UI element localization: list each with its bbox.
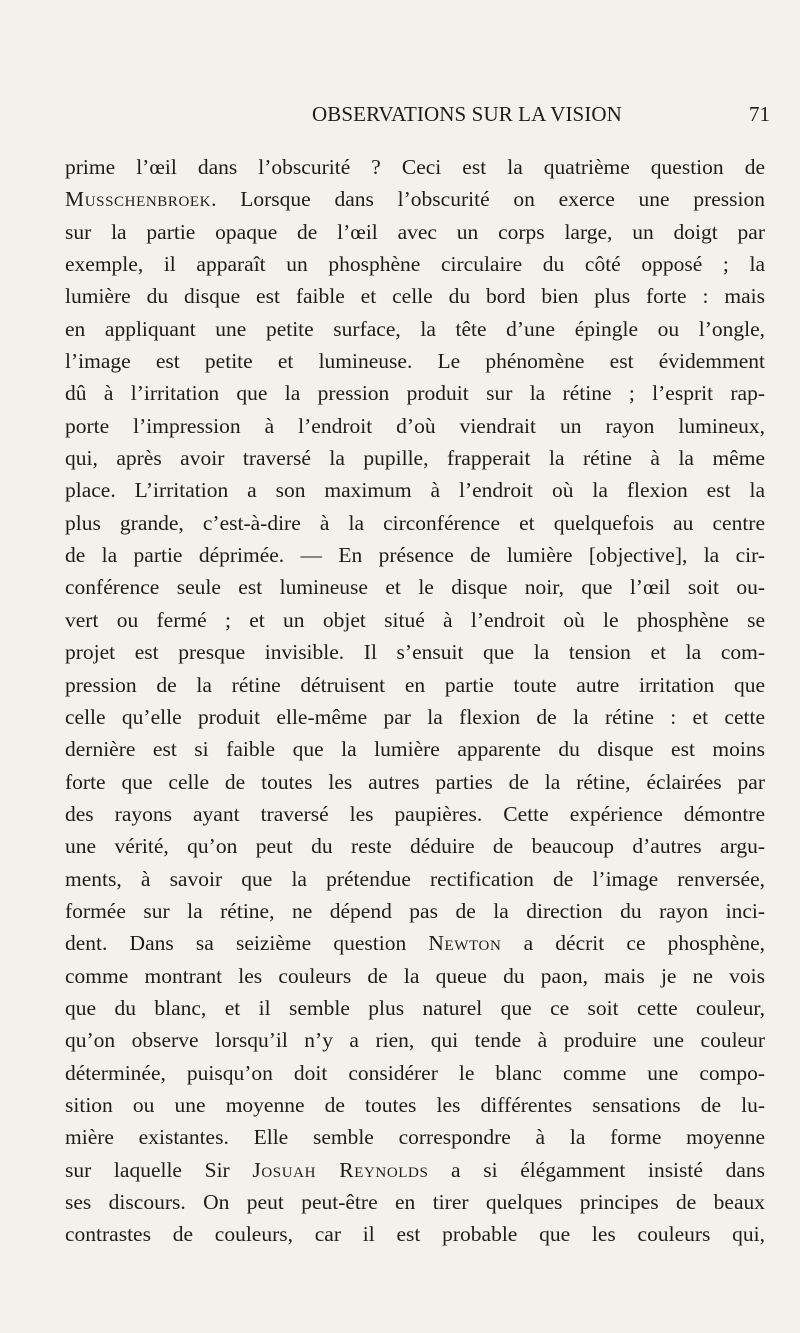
text-line: qui, après avoir traversé la pupille, frapperait la rétine à la même — [65, 446, 765, 471]
header-title: OBSERVATIONS SUR LA VISION — [312, 102, 622, 126]
text-line: pression de la rétine détruisent en partie toute autre irritation que — [65, 672, 765, 697]
text-line: porte l’impression à l’endroit d’où viendrait un rayon lumineux, — [65, 413, 765, 438]
text-line: qu’on observe lorsqu’il n’y a rien, qui tende à produire une couleur — [65, 1028, 765, 1053]
text-line: que du blanc, et il semble plus naturel que ce soit cette couleur, — [65, 995, 765, 1020]
body-text — [65, 151, 765, 1251]
text-line: place. L’irritation a son maximum à l’endroit où la flexion est la — [65, 478, 765, 503]
text-line: déterminée, puisqu’on doit considérer le blanc comme une compo- — [65, 1060, 765, 1085]
proper-name: Musschenbroek — [65, 187, 212, 212]
text-line: comme montrant les couleurs de la queue du paon, mais je ne vois — [65, 963, 765, 988]
text-line: en appliquant une petite surface, la tête d’une épingle ou l’ongle, — [65, 316, 765, 341]
text-line: ses discours. On peut peut-être en tirer quelques principes de beaux — [65, 1190, 765, 1214]
text-line: dent. Dans sa seizième question Newton a décrit ce phosphène, — [65, 931, 765, 956]
text-line: contrastes de couleurs, car il est probable que les couleurs qui, — [65, 1222, 765, 1247]
text-line: sur laquelle Sir Josuah Reynolds a si élégamment insisté dans — [65, 1157, 765, 1182]
text-line: de la partie déprimée. — En présence de lumière [objective], la cir- — [65, 543, 765, 568]
text-line: prime l’œil dans l’obscurité ? Ceci est la quatrième question de — [65, 155, 765, 179]
running-head — [312, 102, 770, 128]
text-line: une vérité, qu’on peut du reste déduire de beaucoup d’autres argu- — [65, 834, 765, 859]
text-line: celle qu’elle produit elle-même par la flexion de la rétine : et cette — [65, 704, 765, 729]
text-line: formée sur la rétine, ne dépend pas de la direction du rayon inci- — [65, 898, 765, 923]
text-line: sition ou une moyenne de toutes les différentes sensations de lu- — [65, 1092, 765, 1117]
proper-name: Josuah Reynolds — [252, 1157, 429, 1182]
text-line: mière existantes. Elle semble correspondre à la forme moyenne — [65, 1125, 765, 1150]
text-line: des rayons ayant traversé les paupières. Cette expérience démontre — [65, 801, 765, 826]
text-line: conférence seule est lumineuse et le disque noir, que l’œil soit ou- — [65, 575, 765, 600]
text-line: vert ou fermé ; et un objet situé à l’endroit où le phosphène se — [65, 607, 765, 632]
text-line: lumière du disque est faible et celle du bord bien plus forte : mais — [65, 284, 765, 309]
text-line: dernière est si faible que la lumière apparente du disque est moins — [65, 737, 765, 762]
text-line: sur la partie opaque de l’œil avec un corps large, un doigt par — [65, 219, 765, 244]
text-line: l’image est petite et lumineuse. Le phénomène est évidemment — [65, 349, 765, 374]
proper-name: Newton — [428, 931, 502, 956]
text-line: Musschenbroek. Lorsque dans l’obscurité on exerce une pression — [65, 187, 765, 212]
text-line: exemple, il apparaît un phosphène circulaire du côté opposé ; la — [65, 252, 765, 277]
page-number: 71 — [749, 102, 770, 126]
text-line: ments, à savoir que la prétendue rectification de l’image renversée, — [65, 866, 765, 891]
text-line: dû à l’irritation que la pression produit sur la rétine ; l’esprit rap- — [65, 381, 765, 406]
text-line: forte que celle de toutes les autres parties de la rétine, éclairées par — [65, 769, 765, 794]
text-line: plus grande, c’est-à-dire à la circonférence et quelquefois au centre — [65, 510, 765, 535]
text-line: projet est presque invisible. Il s’ensuit que la tension et la com- — [65, 640, 765, 665]
